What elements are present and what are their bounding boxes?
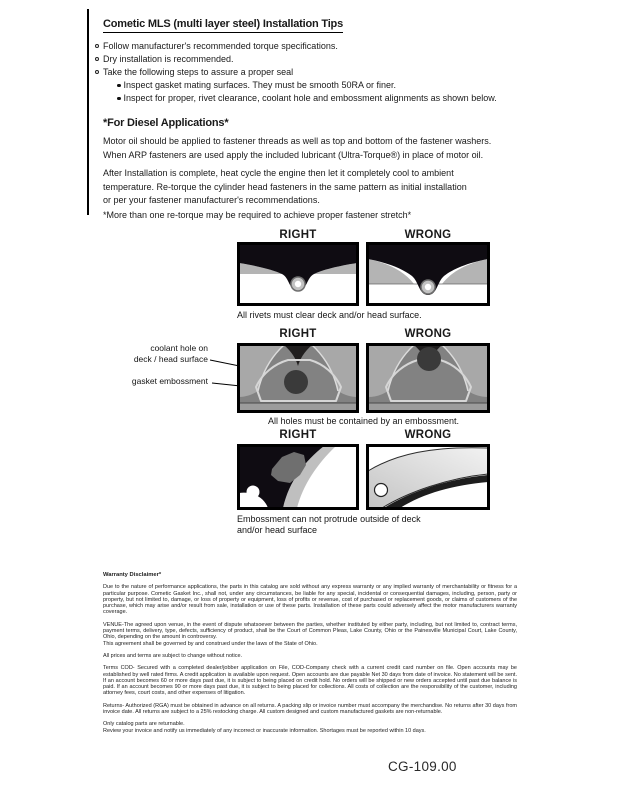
diesel-paragraph-3: *More than one re-torque may be required to achieve proper fastener stretch* <box>103 210 412 220</box>
bolt-hole-icon <box>375 484 388 497</box>
right-label-row3: RIGHT <box>279 429 317 441</box>
sub-list-item <box>95 92 535 105</box>
protrusion-wrong-illustration <box>366 444 490 510</box>
legal-disclaimer-block <box>103 572 517 740</box>
sub-list-item <box>95 79 535 92</box>
paragraph-line: or per your fastener manufacturer's recommendations. <box>103 195 320 205</box>
page-number: CG-109.00 <box>388 759 457 774</box>
sub-list-item-text: Inspect for proper, rivet clearance, coolant hole and embossment alignments as shown below. <box>123 93 497 103</box>
right-label-row1: RIGHT <box>279 229 317 241</box>
warranty-paragraph: Due to the nature of performance applications, the parts in this catalog are sold without any express warranty or any implied warranty of merchantability or fitness for a particular purpose. Cometic Gasket Inc., shall not, under any circumstances, be liable for any special, incidental or consequential damages, including, person, party or property, but not limited to, damage, or loss of property or equipment, loss of profits or revenue, cost of purchased or replacement goods, or claims of customers of the purchase, which may arise and/or result from sale, installation or use of these parts. Installation of these parts could adversely affect the motor manufacturers warranty coverage. <box>103 584 517 616</box>
wrong-label-row2: WRONG <box>404 328 452 340</box>
open-bullet-icon <box>95 57 99 61</box>
venue-paragraph: VENUE-The agreed upon venue, in the event of dispute whatsoever between the parties, whether instituted by either party, including, but not limited to, contract terms, payment terms, delivery, type, defects, sufficiency of product, shall be the Court of Common Pleas, Lake County, Ohio or the Painesville Municipal Court, Lake County, Ohio, depending on the amount in controversy. <box>103 621 517 641</box>
paragraph-line: When ARP fasteners are used apply the included lubricant (Ultra-Torque®) in place of motor oil. <box>103 149 484 160</box>
coolant-hole-icon <box>284 370 308 394</box>
list-item-text: Follow manufacturer's recommended torque specifications. <box>103 41 338 51</box>
diesel-section-heading: *For Diesel Applications* <box>103 117 229 129</box>
wrong-label-row3: WRONG <box>404 429 452 441</box>
filled-bullet-icon <box>117 84 121 88</box>
installation-tips-list <box>95 40 535 105</box>
open-bullet-icon <box>95 44 99 48</box>
open-bullet-icon <box>95 70 99 74</box>
row1-caption: All rivets must clear deck and/or head surface. <box>237 310 422 320</box>
right-label-row2: RIGHT <box>279 328 317 340</box>
invoice-review-line: Review your invoice and notify us immediately of any incorrect or inaccurate information. Shortages must be reported within 10 days. <box>103 727 426 734</box>
paragraph-line: After Installation is complete, heat cycle the engine then let it completely cool to ambient <box>103 168 454 178</box>
list-item-text: Take the following steps to assure a proper seal <box>103 67 294 77</box>
gasket-embossment-label: gasket embossment <box>131 376 208 386</box>
warranty-disclaimer-heading: Warranty Disclaimer* <box>103 572 162 578</box>
diesel-paragraph-1 <box>103 135 543 162</box>
coolant-hole-right-illustration <box>237 343 359 413</box>
coolant-hole-icon <box>417 347 441 371</box>
page-title: Cometic MLS (multi layer steel) Installation Tips <box>103 18 343 33</box>
filled-bullet-icon <box>117 97 121 101</box>
list-item <box>95 53 535 66</box>
sub-list-item-text: Inspect gasket mating surfaces. They must be smooth 50RA or finer. <box>123 80 396 90</box>
row3-caption: Embossment can not protrude outside of deck and/or head surface <box>237 514 421 535</box>
rivet-clearance-right-illustration <box>237 242 359 306</box>
catalog-parts-line: Only catalog parts are returnable. <box>103 721 185 728</box>
prices-line: All prices and terms are subject to change without notice. <box>103 652 243 659</box>
list-item <box>95 40 535 53</box>
list-item-text: Dry installation is recommended. <box>103 54 234 64</box>
diesel-paragraph-2 <box>103 167 543 208</box>
bolt-hole-icon <box>247 486 260 499</box>
coolant-hole-wrong-illustration <box>366 343 490 413</box>
returns-paragraph: Returns- Authorized (RGA) must be obtained in advance on all returns. A packing slip or invoice number must accompany the merchandise. No returns after 30 days from invoice date. All returns are subject to a 25% restocking charge. All custom designed and custom manufactured gaskets are non-returnable. <box>103 702 517 716</box>
rivet-clearance-wrong-illustration <box>366 242 490 306</box>
row2-caption: All holes must be contained by an embossment. <box>267 416 460 426</box>
wrong-label-row1: WRONG <box>404 229 452 241</box>
coolant-hole-label: coolant hole on deck / head surface <box>133 343 208 364</box>
revision-bar <box>87 9 89 215</box>
list-item <box>95 66 535 79</box>
paragraph-line: Motor oil should be applied to fastener threads as well as top and bottom of the fastener washers. <box>103 136 492 146</box>
governing-law-line: This agreement shall be governed by and construed under the laws of the State of Ohio. <box>103 640 318 647</box>
terms-paragraph: Terms COD- Secured with a completed dealer/jobber application on File, COD-Company check with a current credit card number on file. Open accounts may be established by well rated firms. A credit application is available upon request. Open accounts are due payable Net 30 days from date of invoice. No statement will be sent. If an account becomes 60 or more days past due, it is subject to being placed on credit hold. No orders will be shipped or new orders accepted until past due balance is paid. If an account becomes 90 or more days past due, it is subject to being placed for collections. All costs of collection are the responsibility of the customer, including attorney fees, court costs, and other expenses of litigation. <box>103 665 517 697</box>
protrusion-right-illustration <box>237 444 359 510</box>
paragraph-line: temperature. Re-torque the cylinder head fasteners in the same pattern as initial installation <box>103 181 467 192</box>
